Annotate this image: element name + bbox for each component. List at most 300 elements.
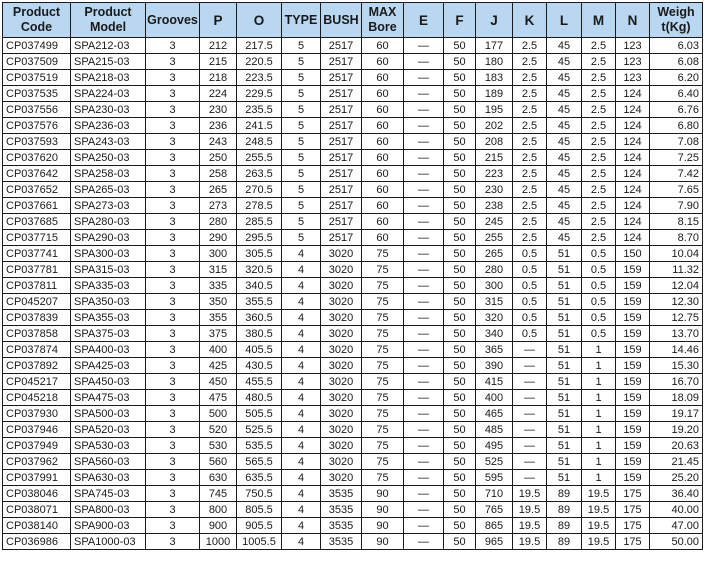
cell-m: 19.5 (582, 502, 616, 518)
cell-max-bore: 60 (362, 214, 404, 230)
cell-e: — (404, 70, 444, 86)
cell-f: 50 (444, 470, 476, 486)
cell-weight: 6.40 (650, 86, 703, 102)
cell-m: 2.5 (582, 86, 616, 102)
cell-bush: 2517 (321, 214, 362, 230)
cell-n: 159 (616, 454, 650, 470)
cell-max-bore: 60 (362, 166, 404, 182)
cell-k: 19.5 (513, 502, 547, 518)
table-row (3, 342, 703, 358)
cell-weight: 18.09 (650, 390, 703, 406)
cell-product-code: CP038071 (3, 502, 71, 518)
cell-n: 175 (616, 502, 650, 518)
table-row (3, 102, 703, 118)
cell-grooves: 3 (146, 70, 200, 86)
cell-weight: 16.70 (650, 374, 703, 390)
cell-grooves: 3 (146, 38, 200, 54)
cell-m: 19.5 (582, 486, 616, 502)
header-k: K (513, 3, 547, 38)
cell-bush: 2517 (321, 54, 362, 70)
cell-j: 223 (476, 166, 513, 182)
cell-o: 220.5 (237, 54, 282, 70)
cell-type: 4 (282, 518, 321, 534)
cell-product-code: CP037741 (3, 246, 71, 262)
cell-o: 455.5 (237, 374, 282, 390)
cell-k: — (513, 342, 547, 358)
cell-o: 525.5 (237, 422, 282, 438)
cell-grooves: 3 (146, 358, 200, 374)
cell-bush: 3020 (321, 470, 362, 486)
cell-p: 530 (200, 438, 237, 454)
cell-grooves: 3 (146, 262, 200, 278)
cell-p: 475 (200, 390, 237, 406)
cell-k: 2.5 (513, 54, 547, 70)
cell-n: 124 (616, 182, 650, 198)
cell-grooves: 3 (146, 278, 200, 294)
cell-k: 2.5 (513, 70, 547, 86)
cell-p: 425 (200, 358, 237, 374)
cell-grooves: 3 (146, 454, 200, 470)
header-n: N (616, 3, 650, 38)
cell-j: 245 (476, 214, 513, 230)
cell-type: 4 (282, 438, 321, 454)
cell-product-code: CP038140 (3, 518, 71, 534)
cell-p: 265 (200, 182, 237, 198)
cell-f: 50 (444, 310, 476, 326)
cell-f: 50 (444, 214, 476, 230)
cell-f: 50 (444, 502, 476, 518)
cell-k: 0.5 (513, 294, 547, 310)
cell-product-model: SPA630-03 (71, 470, 146, 486)
cell-o: 1005.5 (237, 534, 282, 550)
cell-grooves: 3 (146, 438, 200, 454)
cell-product-code: CP037715 (3, 230, 71, 246)
cell-type: 5 (282, 70, 321, 86)
cell-j: 465 (476, 406, 513, 422)
cell-p: 250 (200, 150, 237, 166)
cell-bush: 3020 (321, 358, 362, 374)
cell-max-bore: 75 (362, 326, 404, 342)
cell-product-code: CP037642 (3, 166, 71, 182)
cell-e: — (404, 150, 444, 166)
cell-grooves: 3 (146, 374, 200, 390)
table-row (3, 486, 703, 502)
cell-l: 51 (547, 390, 582, 406)
cell-weight: 21.45 (650, 454, 703, 470)
cell-j: 195 (476, 102, 513, 118)
cell-e: — (404, 390, 444, 406)
cell-product-code: CP037593 (3, 134, 71, 150)
cell-k: 19.5 (513, 486, 547, 502)
cell-weight: 40.00 (650, 502, 703, 518)
cell-p: 450 (200, 374, 237, 390)
cell-max-bore: 60 (362, 38, 404, 54)
cell-o: 235.5 (237, 102, 282, 118)
cell-l: 51 (547, 374, 582, 390)
cell-product-model: SPA450-03 (71, 374, 146, 390)
cell-grooves: 3 (146, 502, 200, 518)
cell-m: 19.5 (582, 534, 616, 550)
cell-grooves: 3 (146, 182, 200, 198)
cell-p: 236 (200, 118, 237, 134)
cell-max-bore: 75 (362, 358, 404, 374)
cell-grooves: 3 (146, 118, 200, 134)
cell-e: — (404, 54, 444, 70)
cell-m: 1 (582, 438, 616, 454)
table-row (3, 310, 703, 326)
cell-bush: 3020 (321, 406, 362, 422)
cell-l: 45 (547, 198, 582, 214)
cell-product-code: CP037620 (3, 150, 71, 166)
cell-f: 50 (444, 230, 476, 246)
cell-max-bore: 60 (362, 182, 404, 198)
cell-p: 215 (200, 54, 237, 70)
cell-e: — (404, 454, 444, 470)
cell-m: 0.5 (582, 326, 616, 342)
cell-p: 745 (200, 486, 237, 502)
cell-grooves: 3 (146, 390, 200, 406)
cell-max-bore: 75 (362, 310, 404, 326)
cell-l: 51 (547, 326, 582, 342)
cell-e: — (404, 214, 444, 230)
cell-p: 273 (200, 198, 237, 214)
table-row (3, 518, 703, 534)
cell-product-code: CP037509 (3, 54, 71, 70)
header-bush: BUSH (321, 3, 362, 38)
table-row (3, 470, 703, 486)
table-row (3, 438, 703, 454)
cell-o: 295.5 (237, 230, 282, 246)
cell-l: 89 (547, 486, 582, 502)
cell-product-model: SPA335-03 (71, 278, 146, 294)
cell-f: 50 (444, 166, 476, 182)
cell-n: 123 (616, 38, 650, 54)
cell-weight: 14.46 (650, 342, 703, 358)
cell-max-bore: 60 (362, 230, 404, 246)
cell-weight: 10.04 (650, 246, 703, 262)
cell-product-model: SPA400-03 (71, 342, 146, 358)
cell-j: 710 (476, 486, 513, 502)
cell-type: 5 (282, 166, 321, 182)
cell-product-code: CP037556 (3, 102, 71, 118)
cell-k: 2.5 (513, 118, 547, 134)
cell-bush: 3020 (321, 342, 362, 358)
cell-bush: 3020 (321, 390, 362, 406)
cell-grooves: 3 (146, 294, 200, 310)
cell-type: 4 (282, 326, 321, 342)
cell-product-model: SPA350-03 (71, 294, 146, 310)
cell-j: 202 (476, 118, 513, 134)
cell-grooves: 3 (146, 230, 200, 246)
cell-product-model: SPA520-03 (71, 422, 146, 438)
cell-m: 1 (582, 422, 616, 438)
cell-max-bore: 75 (362, 438, 404, 454)
cell-type: 4 (282, 486, 321, 502)
cell-m: 2.5 (582, 70, 616, 86)
cell-bush: 3020 (321, 422, 362, 438)
cell-f: 50 (444, 118, 476, 134)
cell-m: 2.5 (582, 38, 616, 54)
cell-j: 485 (476, 422, 513, 438)
cell-m: 2.5 (582, 198, 616, 214)
cell-bush: 2517 (321, 70, 362, 86)
cell-product-model: SPA500-03 (71, 406, 146, 422)
cell-k: 2.5 (513, 38, 547, 54)
cell-e: — (404, 358, 444, 374)
cell-product-model: SPA1000-03 (71, 534, 146, 550)
header-p: P (200, 3, 237, 38)
cell-n: 159 (616, 310, 650, 326)
cell-max-bore: 75 (362, 294, 404, 310)
cell-product-model: SPA258-03 (71, 166, 146, 182)
cell-product-model: SPA212-03 (71, 38, 146, 54)
cell-o: 263.5 (237, 166, 282, 182)
cell-k: 2.5 (513, 134, 547, 150)
cell-l: 51 (547, 438, 582, 454)
table-row (3, 406, 703, 422)
cell-j: 400 (476, 390, 513, 406)
cell-f: 50 (444, 326, 476, 342)
cell-j: 865 (476, 518, 513, 534)
cell-o: 285.5 (237, 214, 282, 230)
cell-type: 5 (282, 198, 321, 214)
cell-max-bore: 60 (362, 102, 404, 118)
cell-type: 4 (282, 342, 321, 358)
cell-weight: 47.00 (650, 518, 703, 534)
cell-product-model: SPA265-03 (71, 182, 146, 198)
cell-weight: 19.17 (650, 406, 703, 422)
cell-n: 124 (616, 230, 650, 246)
cell-grooves: 3 (146, 342, 200, 358)
spec-table-container (2, 2, 702, 550)
cell-o: 405.5 (237, 342, 282, 358)
cell-grooves: 3 (146, 406, 200, 422)
cell-f: 50 (444, 422, 476, 438)
cell-product-model: SPA218-03 (71, 70, 146, 86)
cell-type: 4 (282, 470, 321, 486)
cell-product-code: CP037949 (3, 438, 71, 454)
cell-k: 0.5 (513, 326, 547, 342)
cell-f: 50 (444, 534, 476, 550)
cell-o: 320.5 (237, 262, 282, 278)
cell-product-model: SPA280-03 (71, 214, 146, 230)
cell-grooves: 3 (146, 246, 200, 262)
table-row (3, 150, 703, 166)
cell-bush: 3020 (321, 246, 362, 262)
header-max-bore: MAX Bore (362, 3, 404, 38)
cell-e: — (404, 502, 444, 518)
cell-grooves: 3 (146, 86, 200, 102)
cell-e: — (404, 262, 444, 278)
cell-n: 159 (616, 294, 650, 310)
cell-bush: 3020 (321, 262, 362, 278)
cell-o: 430.5 (237, 358, 282, 374)
cell-n: 159 (616, 422, 650, 438)
cell-product-code: CP037652 (3, 182, 71, 198)
cell-m: 1 (582, 454, 616, 470)
cell-max-bore: 90 (362, 518, 404, 534)
cell-bush: 2517 (321, 134, 362, 150)
cell-k: 0.5 (513, 262, 547, 278)
cell-e: — (404, 38, 444, 54)
cell-weight: 20.63 (650, 438, 703, 454)
cell-k: 0.5 (513, 310, 547, 326)
cell-o: 805.5 (237, 502, 282, 518)
table-row (3, 54, 703, 70)
table-row (3, 230, 703, 246)
cell-grooves: 3 (146, 214, 200, 230)
cell-max-bore: 75 (362, 454, 404, 470)
cell-weight: 6.80 (650, 118, 703, 134)
cell-max-bore: 75 (362, 390, 404, 406)
cell-m: 2.5 (582, 150, 616, 166)
header-type: TYPE (282, 3, 321, 38)
cell-product-code: CP037962 (3, 454, 71, 470)
cell-m: 2.5 (582, 134, 616, 150)
cell-j: 415 (476, 374, 513, 390)
cell-type: 4 (282, 358, 321, 374)
cell-k: 0.5 (513, 246, 547, 262)
table-row (3, 422, 703, 438)
cell-e: — (404, 422, 444, 438)
cell-product-model: SPA300-03 (71, 246, 146, 262)
cell-product-model: SPA236-03 (71, 118, 146, 134)
cell-weight: 8.15 (650, 214, 703, 230)
cell-type: 4 (282, 310, 321, 326)
cell-m: 1 (582, 406, 616, 422)
cell-max-bore: 60 (362, 118, 404, 134)
cell-bush: 3535 (321, 534, 362, 550)
cell-f: 50 (444, 454, 476, 470)
cell-k: — (513, 358, 547, 374)
cell-k: — (513, 374, 547, 390)
cell-o: 905.5 (237, 518, 282, 534)
cell-p: 1000 (200, 534, 237, 550)
cell-l: 51 (547, 422, 582, 438)
cell-j: 230 (476, 182, 513, 198)
cell-o: 278.5 (237, 198, 282, 214)
cell-e: — (404, 182, 444, 198)
cell-k: 2.5 (513, 214, 547, 230)
cell-weight: 6.76 (650, 102, 703, 118)
cell-f: 50 (444, 390, 476, 406)
cell-weight: 15.30 (650, 358, 703, 374)
cell-product-code: CP037661 (3, 198, 71, 214)
cell-k: 2.5 (513, 182, 547, 198)
cell-j: 595 (476, 470, 513, 486)
cell-f: 50 (444, 342, 476, 358)
cell-grooves: 3 (146, 198, 200, 214)
cell-p: 300 (200, 246, 237, 262)
cell-k: 0.5 (513, 278, 547, 294)
cell-type: 4 (282, 534, 321, 550)
cell-e: — (404, 198, 444, 214)
cell-o: 480.5 (237, 390, 282, 406)
cell-f: 50 (444, 134, 476, 150)
table-row (3, 182, 703, 198)
cell-f: 50 (444, 182, 476, 198)
cell-p: 224 (200, 86, 237, 102)
cell-max-bore: 75 (362, 342, 404, 358)
cell-j: 280 (476, 262, 513, 278)
cell-m: 0.5 (582, 278, 616, 294)
table-row (3, 390, 703, 406)
cell-product-model: SPA475-03 (71, 390, 146, 406)
cell-product-code: CP037685 (3, 214, 71, 230)
cell-l: 45 (547, 54, 582, 70)
cell-k: 2.5 (513, 150, 547, 166)
cell-l: 45 (547, 86, 582, 102)
cell-j: 390 (476, 358, 513, 374)
cell-e: — (404, 470, 444, 486)
table-row (3, 374, 703, 390)
cell-p: 243 (200, 134, 237, 150)
cell-f: 50 (444, 246, 476, 262)
cell-product-code: CP038046 (3, 486, 71, 502)
cell-l: 51 (547, 310, 582, 326)
table-row (3, 278, 703, 294)
cell-o: 241.5 (237, 118, 282, 134)
header-o: O (237, 3, 282, 38)
cell-product-code: CP045217 (3, 374, 71, 390)
cell-j: 255 (476, 230, 513, 246)
table-row (3, 246, 703, 262)
table-row (3, 86, 703, 102)
cell-o: 355.5 (237, 294, 282, 310)
cell-p: 212 (200, 38, 237, 54)
cell-f: 50 (444, 38, 476, 54)
cell-n: 124 (616, 214, 650, 230)
cell-e: — (404, 230, 444, 246)
cell-f: 50 (444, 70, 476, 86)
cell-type: 5 (282, 118, 321, 134)
cell-weight: 12.75 (650, 310, 703, 326)
cell-type: 4 (282, 390, 321, 406)
cell-o: 340.5 (237, 278, 282, 294)
cell-f: 50 (444, 102, 476, 118)
cell-n: 159 (616, 358, 650, 374)
cell-product-code: CP037874 (3, 342, 71, 358)
cell-max-bore: 90 (362, 534, 404, 550)
cell-weight: 6.03 (650, 38, 703, 54)
cell-weight: 7.25 (650, 150, 703, 166)
cell-n: 159 (616, 438, 650, 454)
cell-max-bore: 75 (362, 278, 404, 294)
cell-p: 335 (200, 278, 237, 294)
cell-bush: 3020 (321, 454, 362, 470)
cell-n: 159 (616, 342, 650, 358)
cell-product-model: SPA375-03 (71, 326, 146, 342)
cell-k: 2.5 (513, 166, 547, 182)
cell-f: 50 (444, 278, 476, 294)
cell-l: 45 (547, 118, 582, 134)
cell-type: 5 (282, 54, 321, 70)
cell-j: 765 (476, 502, 513, 518)
cell-l: 45 (547, 150, 582, 166)
table-row (3, 118, 703, 134)
header-f: F (444, 3, 476, 38)
cell-n: 124 (616, 118, 650, 134)
cell-k: — (513, 454, 547, 470)
pulley-spec-table (2, 2, 703, 550)
cell-o: 535.5 (237, 438, 282, 454)
cell-m: 2.5 (582, 54, 616, 70)
cell-n: 159 (616, 374, 650, 390)
cell-f: 50 (444, 374, 476, 390)
cell-max-bore: 90 (362, 502, 404, 518)
cell-max-bore: 60 (362, 134, 404, 150)
cell-product-code: CP037946 (3, 422, 71, 438)
